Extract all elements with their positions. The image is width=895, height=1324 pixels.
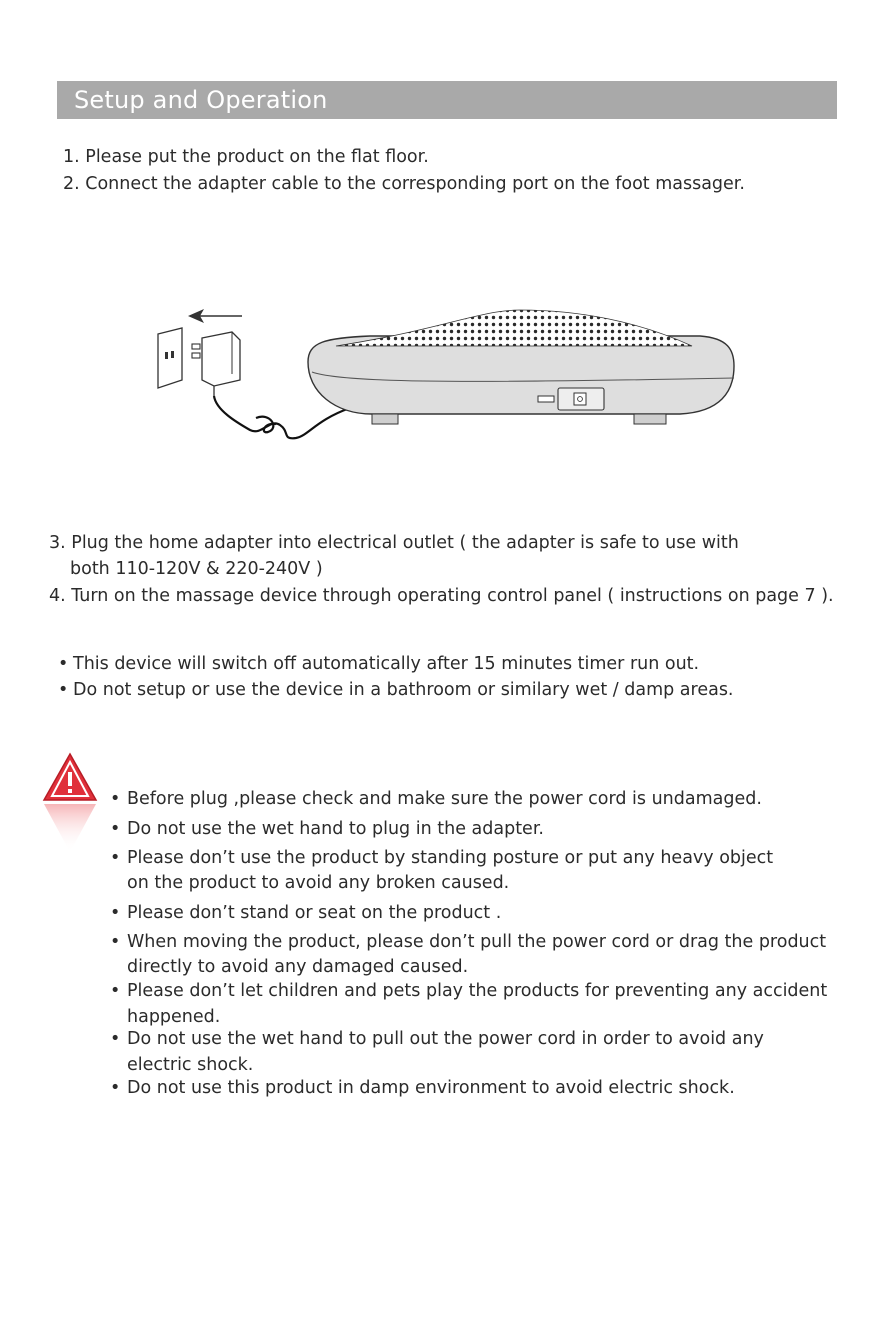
step-4: 4. Turn on the massage device through operating control panel ( instructions on page 7 ). (49, 586, 834, 606)
step-2: 2. Connect the adapter cable to the corresponding port on the foot massager. (63, 174, 745, 194)
power-adapter-icon (192, 332, 240, 396)
step-3: 3. Plug the home adapter into electrical outlet ( the adapter is safe to use with (49, 533, 739, 553)
warning-item: When moving the product, please don’t pull the power cord or drag the product (127, 932, 827, 952)
warning-bullet: • (110, 981, 121, 1001)
warning-item: Do not use this product in damp environment to avoid electric shock. (127, 1078, 735, 1098)
warning-triangle-icon (42, 752, 98, 858)
note-bullet: • (58, 680, 69, 700)
warning-bullet: • (110, 789, 121, 809)
wall-outlet-icon (158, 328, 182, 388)
note-bathroom: Do not setup or use the device in a bathroom or similary wet / damp areas. (73, 680, 734, 700)
warning-item: Before plug ,please check and make sure the power cord is undamaged. (127, 789, 762, 809)
section-header-bar (57, 81, 837, 119)
warning-bullet: • (110, 1029, 121, 1049)
step-3-continued: both 110-120V & 220-240V ) (70, 559, 323, 579)
note-auto-off: This device will switch off automatically after 15 minutes timer run out. (73, 654, 700, 674)
direction-arrow-icon (188, 309, 242, 323)
adapter-connection-illustration (140, 300, 750, 460)
foot-massager-icon (308, 310, 734, 424)
warning-item: Please don’t use the product by standing posture or put any heavy object (127, 848, 774, 868)
warning-item-continued: directly to avoid any damaged caused. (127, 957, 469, 977)
warning-bullet: • (110, 819, 121, 839)
warning-item-continued: electric shock. (127, 1055, 254, 1075)
warning-bullet: • (110, 903, 121, 923)
note-bullet: • (58, 654, 69, 674)
warning-bullet: • (110, 1078, 121, 1098)
warning-bullet: • (110, 848, 121, 868)
warning-item: Do not use the wet hand to pull out the power cord in order to avoid any (127, 1029, 764, 1049)
warning-item-continued: happened. (127, 1007, 221, 1027)
section-title: Setup and Operation (74, 86, 328, 114)
warning-item: Please don’t stand or seat on the product . (127, 903, 502, 923)
step-1: 1. Please put the product on the flat floor. (63, 147, 429, 167)
warning-item: Please don’t let children and pets play the products for preventing any accident (127, 981, 828, 1001)
warning-bullet: • (110, 932, 121, 952)
warning-item-continued: on the product to avoid any broken caused. (127, 873, 510, 893)
warning-item: Do not use the wet hand to plug in the adapter. (127, 819, 544, 839)
